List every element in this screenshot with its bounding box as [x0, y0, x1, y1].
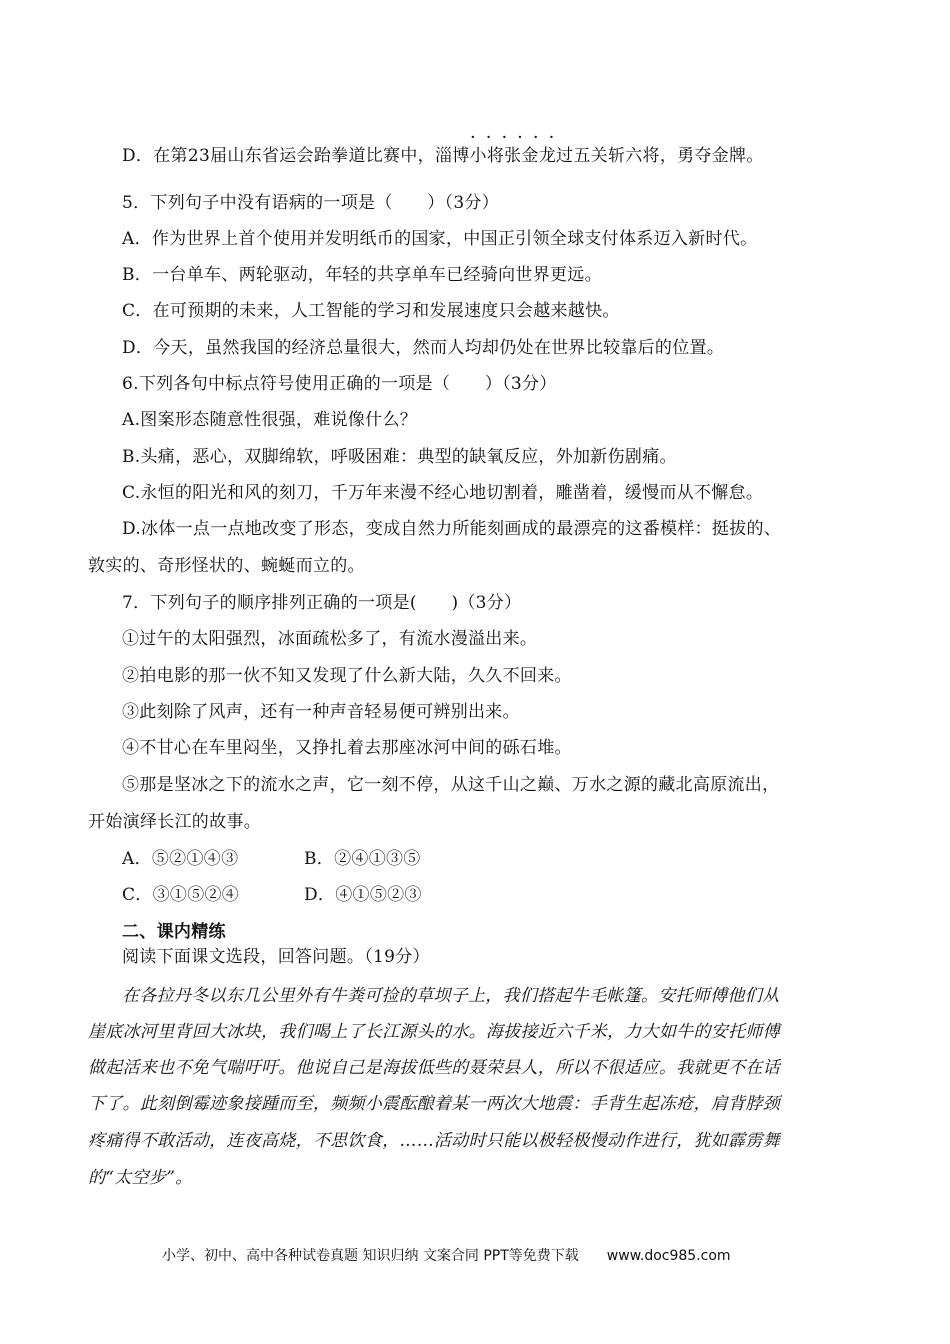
footer-site-link[interactable]: www.doc985.com: [606, 1248, 731, 1264]
section-heading: 二、课内精练: [122, 922, 226, 942]
q7-stem: 7．下列句子的顺序排列正确的一项是( )（3分）: [122, 593, 522, 613]
q6-option-a: A.图案形态随意性很强，难说像什么？: [122, 410, 418, 430]
passage-line: 做起活来也不免气喘吁吁。他说自己是海拔低些的聂荣县人，所以不很适应。我就更不在话: [88, 1058, 780, 1078]
footer-text: 小学、初中、高中各种试卷真题 知识归纳 文案合同 PPT等免费下载: [162, 1248, 579, 1264]
q5-option-b: B．一台单车、两轮驱动，年轻的共享单车已经骑向世界更远。: [122, 265, 602, 285]
passage-line: 在各拉丹冬以东几公里外有牛粪可捡的草坝子上，我们搭起牛毛帐篷。安托师傅他们从: [122, 986, 780, 1006]
emphasis-dots: ······: [470, 127, 565, 148]
q7-sentence-1: ①过午的太阳强烈，冰面疏松多了，有流水漫溢出来。: [122, 629, 538, 649]
q4-option-d: D．在第23届山东省运会跆拳道比赛中，淄博小将张金龙过五关斩六将，勇夺金牌。: [122, 146, 764, 166]
q5-option-d: D．今天，虽然我国的经济总量很大，然而人均却仍处在世界比较靠后的位置。: [122, 338, 725, 358]
q6-option-d: D.冰体一点一点地改变了形态，变成自然力所能刻画成的最漂亮的这番模样：挺拔的、: [122, 519, 782, 539]
q7-option-b: B．②④①③⑤: [304, 849, 421, 869]
passage-line: 下了。此刻倒霉迹象接踵而至，频频小震酝酿着某一两次大地震：手背生起冻疮，肩背脖颈: [88, 1094, 780, 1114]
q5-option-a: A．作为世界上首个使用并发明纸币的国家，中国正引领全球支付体系迈入新时代。: [122, 229, 758, 249]
q5-option-c: C．在可预期的未来，人工智能的学习和发展速度只会越来越快。: [122, 301, 620, 321]
q6-option-b: B.头痛，恶心，双脚绵软，呼吸困难：典型的缺氧反应，外加新伤剧痛。: [122, 447, 677, 467]
page-footer: [162, 1245, 731, 1265]
passage-line: 的“太空步”。: [88, 1168, 193, 1188]
q6-option-d-cont: 敦实的、奇形怪状的、蜿蜒而立的。: [88, 556, 365, 576]
section-instruction: 阅读下面课文选段，回答问题。（19分）: [122, 947, 430, 967]
q7-sentence-5: ⑤那是坚冰之下的流水之声，它一刻不停，从这千山之巅、万水之源的藏北高原流出，: [122, 775, 780, 795]
q7-sentence-4: ④不甘心在车里闷坐，又挣扎着去那座冰河中间的砾石堆。: [122, 738, 572, 758]
q7-option-c: C．③①⑤②④: [122, 885, 240, 905]
q7-option-d: D．④①⑤②③: [304, 885, 422, 905]
q6-option-c: C.永恒的阳光和风的刻刀，千万年来漫不经心地切割着，雕凿着，缓慢而从不懈怠。: [122, 483, 764, 503]
q7-option-a: A．⑤②①④③: [122, 849, 239, 869]
q7-sentence-5-cont: 开始演绎长江的故事。: [88, 812, 261, 832]
q6-stem: 6.下列各句中标点符号使用正确的一项是（ ）（3分）: [122, 374, 557, 394]
passage-line: 崖底冰河里背回大冰块，我们喝上了长江源头的水。海拔接近六千米，力大如牛的安托师傅: [88, 1022, 780, 1042]
q7-sentence-2: ②拍电影的那一伙不知又发现了什么新大陆，久久不回来。: [122, 666, 572, 686]
q5-stem: 5．下列句子中没有语病的一项是（ ）（3分）: [122, 193, 500, 213]
q7-sentence-3: ③此刻除了风声，还有一种声音轻易便可辨别出来。: [122, 702, 520, 722]
passage-line: 疼痛得不敢活动，连夜高烧，不思饮食，……活动时只能以极轻极慢动作进行，犹如霹雳舞: [88, 1131, 780, 1151]
